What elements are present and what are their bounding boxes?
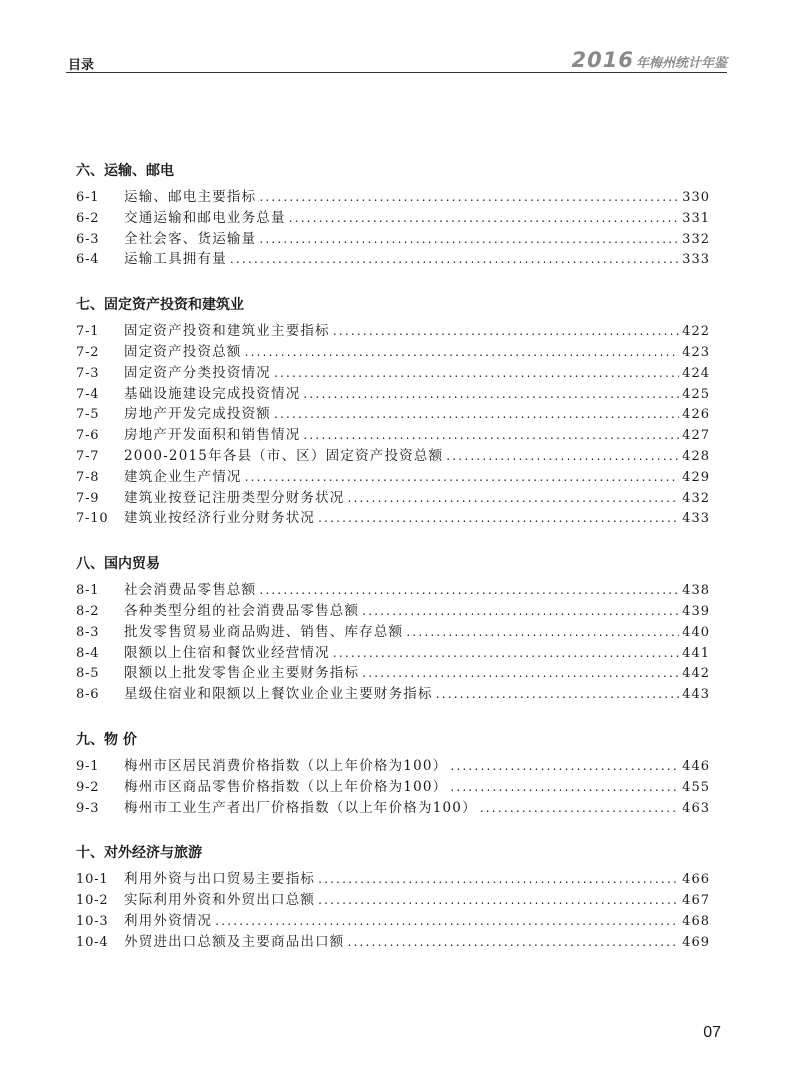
entry-number: 7-6 <box>76 428 100 444</box>
toc-entry[interactable] <box>76 684 710 705</box>
entry-page: 330 <box>682 190 710 205</box>
entry-number: 10-3 <box>76 913 109 929</box>
section-title: 七、固定资产投资和建筑业 <box>76 297 244 314</box>
entry-number: 10-1 <box>76 872 109 888</box>
header-title-text: 年梅州统计年鉴 <box>635 56 727 71</box>
entry-title: 建筑企业生产情况 <box>124 468 242 485</box>
dot-leader <box>289 208 679 229</box>
toc-entry[interactable] <box>76 187 710 208</box>
entry-page: 446 <box>682 758 710 774</box>
entry-title: 建筑业按登记注册类型分财务状况 <box>124 489 345 506</box>
toc-section <box>76 729 710 818</box>
entry-page: 424 <box>682 365 710 381</box>
entry-number: 9-3 <box>76 800 100 816</box>
entry-page: 426 <box>682 407 710 423</box>
entry-page: 467 <box>682 893 710 909</box>
dot-leader <box>362 663 679 684</box>
entry-page: 432 <box>682 490 710 506</box>
dot-leader <box>303 384 679 405</box>
dot-leader <box>480 798 679 819</box>
entry-page: 332 <box>682 231 710 247</box>
toc-entry[interactable] <box>76 756 710 777</box>
toc-entry[interactable] <box>76 384 710 405</box>
entry-title: 运输工具拥有量 <box>124 251 227 268</box>
entry-page: 425 <box>682 386 710 402</box>
entry-title: 限额以上住宿和餐饮业经营情况 <box>124 644 330 661</box>
dot-leader <box>274 363 679 384</box>
entry-page: 429 <box>682 469 710 485</box>
entry-number: 7-3 <box>76 365 100 381</box>
entry-title: 梅州市区居民消费价格指数（以上年价格为100） <box>124 757 448 774</box>
header-year: 2016 <box>571 48 634 72</box>
entry-number: 7-8 <box>76 469 100 485</box>
entry-title: 实际利用外资和外贸出口总额 <box>124 892 316 909</box>
entry-title: 梅州市工业生产者出厂价格指数（以上年价格为100） <box>124 799 477 816</box>
toc-section <box>76 294 710 529</box>
entry-number: 10-4 <box>76 934 109 950</box>
dot-leader <box>245 342 680 363</box>
toc-entry[interactable] <box>76 321 710 342</box>
entry-number: 7-9 <box>76 490 100 506</box>
dot-leader <box>450 777 679 798</box>
entry-number: 6-2 <box>76 210 100 226</box>
toc-section <box>76 842 710 952</box>
entry-number: 8-4 <box>76 645 100 661</box>
toc-entry[interactable] <box>76 208 710 229</box>
entry-page: 333 <box>682 252 710 268</box>
dot-leader <box>436 684 679 705</box>
dot-leader <box>333 643 679 664</box>
entry-title: 基础设施建设完成投资情况 <box>124 385 301 402</box>
entry-title: 利用外资与出口贸易主要指标 <box>124 871 316 888</box>
entry-number: 8-1 <box>76 583 100 599</box>
entry-title: 星级住宿业和限额以上餐饮业企业主要财务指标 <box>124 686 433 703</box>
dot-leader <box>245 467 680 488</box>
entry-title: 固定资产分类投资情况 <box>124 364 271 381</box>
entry-number: 6-3 <box>76 231 100 247</box>
dot-leader <box>259 187 679 208</box>
dot-leader <box>318 869 679 890</box>
entry-number: 7-7 <box>76 448 100 464</box>
dot-leader <box>450 756 679 777</box>
entry-title: 梅州市区商品零售价格指数（以上年价格为100） <box>124 778 448 795</box>
entry-title: 2000-2015年各县（市、区）固定资产投资总额 <box>124 447 444 464</box>
toc-entry[interactable] <box>76 363 710 384</box>
entry-page: 442 <box>682 666 710 682</box>
entry-number: 7-4 <box>76 386 100 402</box>
toc-entry[interactable] <box>76 229 710 250</box>
entry-page: 440 <box>682 624 710 640</box>
entry-number: 6-4 <box>76 252 100 268</box>
entry-page: 422 <box>682 324 710 340</box>
entry-title: 外贸进出口总额及主要商品出口额 <box>124 933 345 950</box>
page-number: 07 <box>703 1024 721 1041</box>
dot-leader <box>318 890 679 911</box>
toc-entry[interactable] <box>76 425 710 446</box>
dot-leader <box>215 911 679 932</box>
entry-page: 331 <box>682 210 710 226</box>
dot-leader <box>259 229 679 250</box>
toc-entry[interactable] <box>76 622 710 643</box>
toc-entry[interactable] <box>76 663 710 684</box>
entry-title: 运输、邮电主要指标 <box>124 189 257 205</box>
toc-entry[interactable] <box>76 798 710 819</box>
entry-title: 批发零售贸易业商品购进、销售、库存总额 <box>124 623 404 640</box>
entry-title: 限额以上批发零售企业主要财务指标 <box>124 665 360 682</box>
entry-number: 7-10 <box>76 511 109 527</box>
toc-entry[interactable] <box>76 404 710 425</box>
entry-number: 7-5 <box>76 407 100 423</box>
toc-entry[interactable] <box>76 467 710 488</box>
entry-number: 10-2 <box>76 893 109 909</box>
dot-leader <box>303 425 679 446</box>
entry-page: 463 <box>682 800 710 816</box>
entry-page: 439 <box>682 603 710 619</box>
toc-entry[interactable] <box>76 342 710 363</box>
dot-leader <box>333 321 679 342</box>
toc-entry[interactable] <box>76 869 710 890</box>
dot-leader <box>348 932 680 953</box>
entry-title: 房地产开发完成投资额 <box>124 406 271 423</box>
section-title: 八、国内贸易 <box>76 556 160 573</box>
entry-page: 441 <box>682 645 710 661</box>
entry-page: 427 <box>682 428 710 444</box>
entry-title: 固定资产投资和建筑业主要指标 <box>124 323 330 340</box>
header-section-label: 目录 <box>68 58 95 73</box>
toc-section <box>76 160 710 270</box>
entry-title: 全社会客、货运输量 <box>124 230 257 247</box>
toc-entry[interactable] <box>76 890 710 911</box>
entry-page: 466 <box>682 872 710 888</box>
toc-entry[interactable] <box>76 580 710 601</box>
toc-entry[interactable] <box>76 508 710 529</box>
section-title: 九、物 价 <box>76 731 137 748</box>
entry-title: 建筑业按经济行业分财务状况 <box>124 510 316 527</box>
entry-title: 房地产开发面积和销售情况 <box>124 427 301 444</box>
entry-number: 8-2 <box>76 603 100 619</box>
entry-number: 9-2 <box>76 779 100 795</box>
entry-number: 8-3 <box>76 624 100 640</box>
entry-title: 固定资产投资总额 <box>124 343 242 360</box>
dot-leader <box>362 601 679 622</box>
dot-leader <box>348 488 680 509</box>
toc-section <box>76 553 710 705</box>
entry-title: 交通运输和邮电业务总量 <box>124 209 286 226</box>
entry-page: 468 <box>682 913 710 929</box>
toc-entry[interactable] <box>76 601 710 622</box>
dot-leader <box>406 622 679 643</box>
entry-page: 438 <box>682 583 710 599</box>
toc-entry[interactable] <box>76 911 710 932</box>
entry-number: 7-2 <box>76 344 100 360</box>
entry-page: 469 <box>682 934 710 950</box>
dot-leader <box>259 580 679 601</box>
page-header <box>66 50 727 72</box>
entry-title: 社会消费品零售总额 <box>124 582 257 599</box>
dot-leader <box>274 404 679 425</box>
dot-leader <box>446 446 679 467</box>
toc-entry[interactable] <box>76 446 710 467</box>
toc-entry[interactable] <box>76 488 710 509</box>
toc-entry[interactable] <box>76 777 710 798</box>
table-of-contents <box>76 160 710 977</box>
entry-page: 443 <box>682 687 710 703</box>
dot-leader <box>230 249 679 270</box>
entry-page: 423 <box>682 344 710 360</box>
entry-title: 利用外资情况 <box>124 912 213 929</box>
section-title: 六、运输、邮电 <box>76 163 174 179</box>
header-book-title <box>572 48 727 72</box>
entry-page: 428 <box>682 448 710 464</box>
header-divider <box>66 72 727 73</box>
entry-number: 8-6 <box>76 687 100 703</box>
entry-number: 9-1 <box>76 758 100 774</box>
toc-entry[interactable] <box>76 249 710 270</box>
entry-page: 433 <box>682 511 710 527</box>
section-title: 十、对外经济与旅游 <box>76 845 202 862</box>
entry-number: 7-1 <box>76 324 100 340</box>
toc-entry[interactable] <box>76 932 710 953</box>
entry-title: 各种类型分组的社会消费品零售总额 <box>124 602 360 619</box>
entry-page: 455 <box>682 779 710 795</box>
toc-entry[interactable] <box>76 643 710 664</box>
entry-number: 6-1 <box>76 190 100 205</box>
dot-leader <box>318 508 679 529</box>
entry-number: 8-5 <box>76 666 100 682</box>
